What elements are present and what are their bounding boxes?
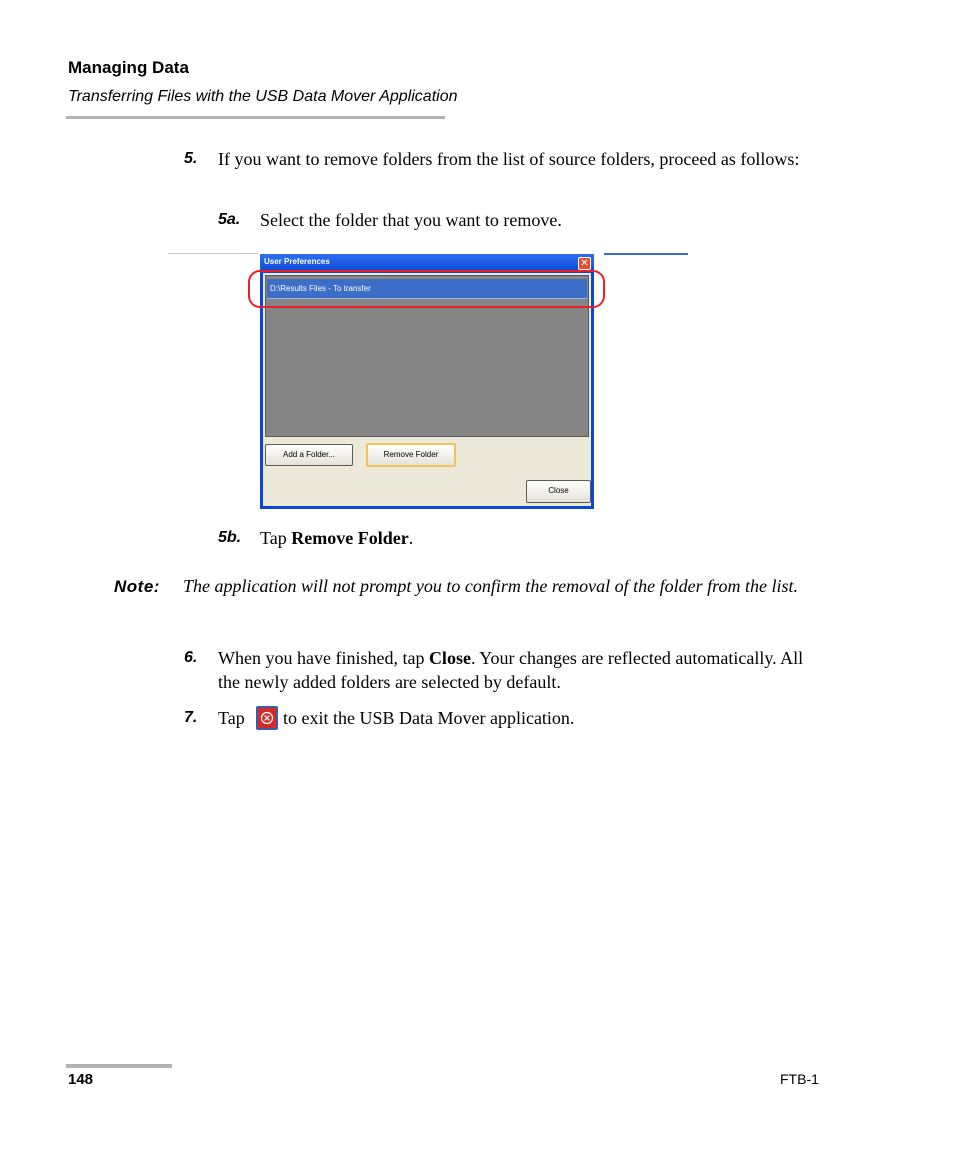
note-label: Note: xyxy=(114,577,160,596)
note-text: The application will not prompt you to confirm the removal of the folder from the list. xyxy=(183,576,798,596)
footer-product: FTB-1 xyxy=(780,1071,819,1087)
step-text: Tap xyxy=(218,708,245,728)
substep-number: 5b. xyxy=(218,529,242,546)
header-rule xyxy=(66,116,445,119)
screenshot-edge xyxy=(604,253,688,255)
step-number: 6. xyxy=(184,649,198,666)
highlight-ring xyxy=(248,270,605,308)
step-text: If you want to remove folders from the list of source folders, proceed as follows: xyxy=(218,149,800,169)
text-run: Tap xyxy=(260,528,292,548)
ui-term: Remove Folder xyxy=(291,528,409,548)
dialog-title: User Preferences xyxy=(264,257,330,266)
folder-path: D:\Results Files - To transfer xyxy=(270,284,371,293)
running-header-title: Managing Data xyxy=(68,58,189,77)
close-icon[interactable]: ✕ xyxy=(578,257,591,270)
substep-number: 5a. xyxy=(218,211,241,228)
substep-text: Select the folder that you want to remove. xyxy=(260,210,562,230)
add-folder-button[interactable]: Add a Folder... xyxy=(265,444,353,466)
screenshot-edge xyxy=(168,253,258,254)
text-run: . xyxy=(408,528,414,548)
step-number: 7. xyxy=(184,709,198,726)
close-button[interactable]: Close xyxy=(526,480,591,503)
text-run: . Your changes are reflected automatically. All the newly added folders are selected by default. xyxy=(218,648,804,692)
ui-term: Close xyxy=(428,648,471,668)
exit-icon xyxy=(256,706,278,730)
step-text xyxy=(218,646,818,694)
exit-icon-glyph xyxy=(260,711,274,725)
step-text: to exit the USB Data Mover application. xyxy=(283,708,575,728)
footer-rule xyxy=(66,1064,172,1068)
remove-folder-button[interactable]: Remove Folder xyxy=(366,443,456,467)
step-number: 5. xyxy=(184,150,198,167)
substep-text xyxy=(260,526,413,550)
text-run: When you have finished, tap xyxy=(218,648,429,668)
running-header-subtitle: Transferring Files with the USB Data Mover Application xyxy=(68,88,458,105)
page-number: 148 xyxy=(68,1071,94,1088)
